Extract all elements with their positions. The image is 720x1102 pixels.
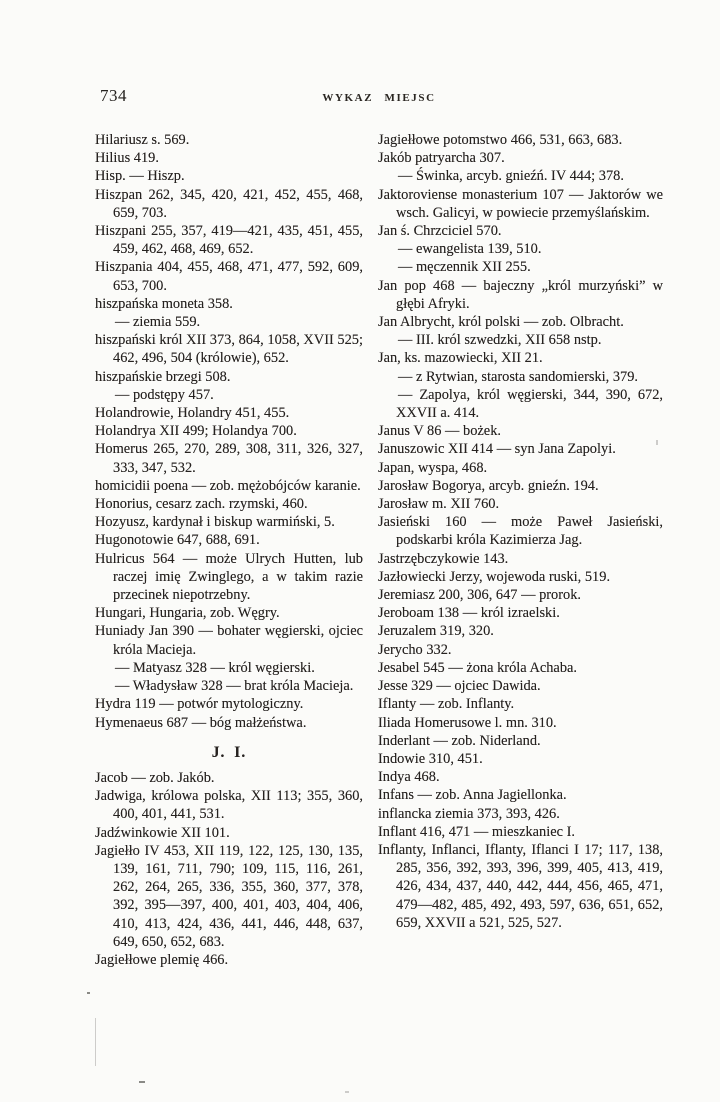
index-entry: — Władysław 328 — brat króla Macieja.	[115, 678, 354, 695]
left-column	[95, 131, 363, 969]
index-entry: Hydra 119 — potwór mytologiczny.	[95, 696, 304, 713]
index-entry: Jastrzębczykowie 143.	[378, 550, 509, 567]
index-entry: Indya 468.	[378, 769, 440, 786]
index-entry: Hiszpania 404, 455, 468, 471, 477, 592, 609, 653, 700.	[95, 259, 363, 294]
right-column	[378, 131, 663, 969]
index-entry: Hungari, Hungaria, zob. Węgry.	[95, 605, 280, 622]
index-entry: Indowie 310, 451.	[378, 750, 483, 767]
index-entry: — ziemia 559.	[115, 314, 201, 331]
index-entry: inflancka ziemia 373, 393, 426.	[378, 805, 560, 822]
index-entry: — III. król szwedzki, XII 658 nstp.	[398, 332, 602, 349]
index-entry: Jasieński 160 — może Paweł Jasieński, podskarbi króla Kazimierza Jag.	[378, 514, 663, 549]
index-entry: Hisp. — Hiszp.	[95, 168, 185, 185]
index-entry: Infans — zob. Anna Jagiellonka.	[378, 787, 567, 804]
index-entry: hiszpańskie brzegi 508.	[95, 368, 231, 385]
index-entry: Jeroboam 138 — król izraelski.	[378, 605, 560, 622]
index-entry: Jagiełło IV 453, XII 119, 122, 125, 130, 135, 139, 161, 711, 790; 109, 115, 116, 261, 262, 264, 265, 336, 355, 360, 377, 378, 392, 395—397, 400, 401, 403, 404, 406, 410, 413, 424, 436, 441, 446, 448, 637, 649, 650, 652, 683.	[95, 842, 363, 950]
index-entry: — z Rytwian, starosta sandomierski, 379.	[398, 368, 639, 385]
index-entry: Jan Albrycht, król polski — zob. Olbracht.	[378, 314, 624, 331]
index-entry: Hymenaeus 687 — bóg małżeństwa.	[95, 714, 307, 731]
index-entry: Jagiełłowe plemię 466.	[95, 951, 229, 968]
index-entry: Homerus 265, 270, 289, 308, 311, 326, 327, 333, 347, 532.	[95, 441, 363, 476]
index-entry: Hiszpan 262, 345, 420, 421, 452, 455, 468, 659, 703.	[95, 186, 363, 221]
index-entry: — Matyasz 328 — król węgierski.	[115, 659, 315, 676]
index-entry: Januszowic XII 414 — syn Jana Zapolyi.	[378, 441, 616, 458]
index-entry: Jesse 329 — ojciec Dawida.	[378, 678, 541, 695]
scan-artifact	[345, 1091, 349, 1093]
index-entry: Hulricus 564 — może Ulrych Hutten, lub raczej imię Zwinglego, a w takim razie przecinek niepotrzebny.	[95, 550, 363, 604]
index-entry: Honorius, cesarz zach. rzymski, 460.	[95, 496, 308, 513]
index-entry: hiszpański król XII 373, 864, 1058, XVII 525; 462, 496, 504 (królowie), 652.	[95, 332, 363, 367]
index-entry: Inflanty, Inflanci, Iflanty, Iflanci I 17; 117, 138, 285, 356, 392, 393, 396, 399, 405, 413, 419, 426, 434, 437, 440, 442, 444, 456, 465, 471, 479—482, 485, 492, 493, 597, 636, 651, 652, 659, XXVII a 521, 525, 527.	[378, 841, 663, 931]
scan-artifact	[87, 992, 90, 994]
index-entry: homicidii poena — zob. mężobójców karanie.	[95, 477, 361, 494]
index-entry: Jacob — zob. Jakób.	[95, 769, 215, 786]
index-entry: Holandrowie, Holandry 451, 455.	[95, 405, 290, 422]
index-entry: Inflant 416, 471 — mieszkaniec I.	[378, 823, 576, 840]
index-entry: Iflanty — zob. Inflanty.	[378, 696, 515, 713]
page-number: 734	[100, 86, 127, 105]
index-entry: — ewangelista 139, 510.	[398, 241, 542, 258]
index-entry: Inderlant — zob. Niderland.	[378, 732, 541, 749]
index-entry: Jadźwinkowie XII 101.	[95, 824, 230, 841]
index-entry: Holandrya XII 499; Holandya 700.	[95, 423, 297, 440]
index-entry: Jaktoroviense monasterium 107 — Jaktorów we wsch. Galicyi, w powiecie przemyślańskim.	[378, 186, 663, 221]
index-entry: Jerycho 332.	[378, 641, 452, 658]
index-entry: Jagiełłowe potomstwo 466, 531, 663, 683.	[378, 132, 623, 148]
index-entry: Huniady Jan 390 — bohater węgierski, ojciec króla Macieja.	[95, 623, 363, 658]
index-columns	[95, 131, 663, 969]
index-entry: — Zapolya, król węgierski, 344, 390, 672, XXVII a. 414.	[396, 386, 663, 422]
index-entry: Jarosław m. XII 760.	[378, 496, 500, 513]
running-header: WYKAZ MIEJSC	[322, 92, 436, 104]
index-entry: Janus V 86 — bożek.	[378, 423, 501, 440]
index-entry: Japan, wyspa, 468.	[378, 459, 488, 476]
index-entry: Jakób patryarcha 307.	[378, 150, 505, 167]
index-entry: Jan pop 468 — bajeczny „król murzyński” w głębi Afryki.	[378, 277, 663, 312]
index-entry: Jan ś. Chrzciciel 570.	[378, 223, 502, 240]
index-entry: Jazłowiecki Jerzy, wojewoda ruski, 519.	[378, 568, 611, 585]
index-entry: hiszpańska moneta 358.	[95, 295, 233, 312]
index-entry: Jeruzalem 319, 320.	[378, 623, 494, 640]
index-entry: — męczennik XII 255.	[398, 259, 531, 276]
index-entry: Iliada Homerusowe l. mn. 310.	[378, 714, 557, 731]
index-entry: Jadwiga, królowa polska, XII 113; 355, 360, 400, 401, 441, 531.	[95, 788, 363, 823]
section-heading: J. I.	[211, 743, 247, 761]
scan-artifact	[139, 1081, 145, 1083]
index-entry: Hozyusz, kardynał i biskup warmiński, 5.	[95, 514, 335, 531]
index-entry: — Świnka, arcyb. gnieźń. IV 444; 378.	[398, 168, 624, 185]
index-entry: Jeremiasz 200, 306, 647 — prorok.	[378, 587, 582, 604]
index-entry: Jesabel 545 — żona króla Achaba.	[378, 659, 578, 676]
index-entry: Hilariusz s. 569.	[95, 132, 190, 148]
index-entry: — podstępy 457.	[115, 386, 214, 403]
scan-artifact	[656, 440, 658, 445]
index-entry: Jan, ks. mazowiecki, XII 21.	[378, 350, 543, 367]
index-entry: Jarosław Bogorya, arcyb. gnieźn. 194.	[378, 477, 599, 494]
index-entry: Hiszpani 255, 357, 419—421, 435, 451, 455, 459, 462, 468, 469, 652.	[95, 223, 363, 258]
index-entry: Hilius 419.	[95, 150, 159, 167]
index-entry: Hugonotowie 647, 688, 691.	[95, 532, 260, 549]
scan-artifact	[95, 1018, 96, 1066]
